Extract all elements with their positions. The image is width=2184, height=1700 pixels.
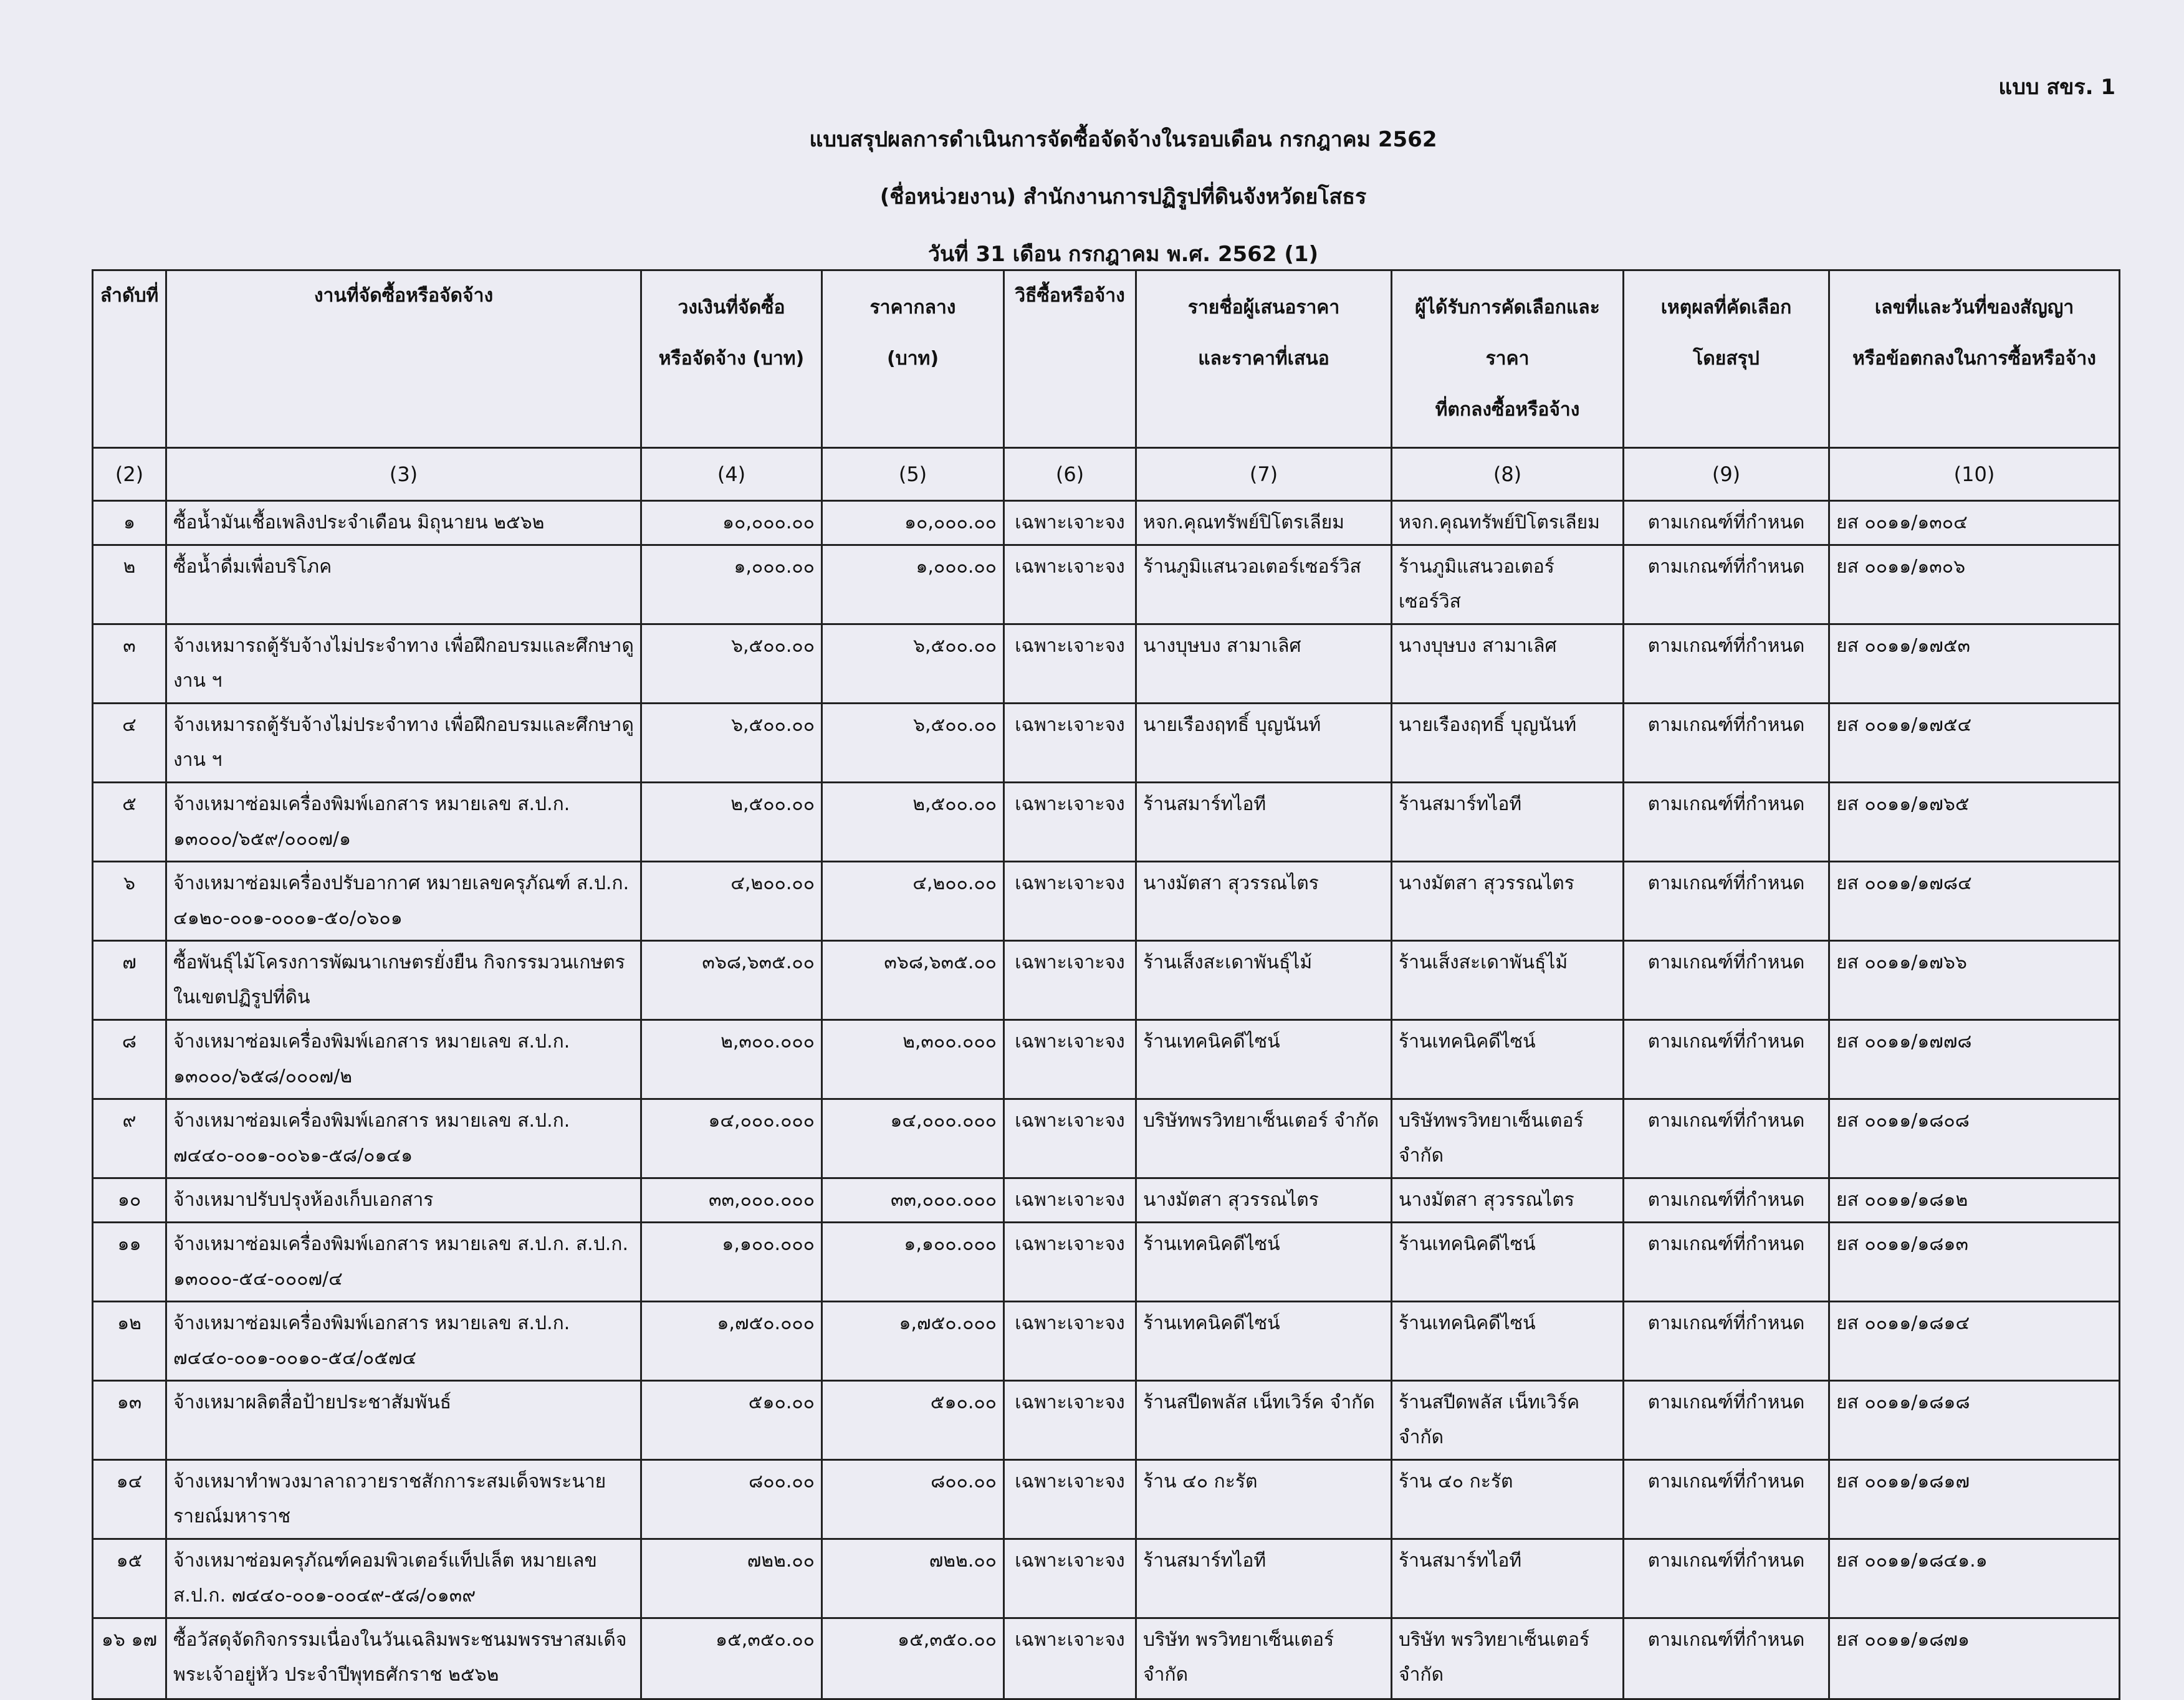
table-row [93,1460,2120,1539]
document-titles [0,122,2184,274]
row-number: ๑๑ [93,1223,166,1302]
item-description: จ้างเหมาซ่อมเครื่องปรับอากาศ หมายเลขครุภัณฑ์ ส.ป.ก. ๔๑๒๐-๐๐๑-๐๐๐๑-๕๐/๐๖๐๑ [166,862,641,941]
col-number: (10) [1829,448,2120,501]
item-description: จ้างเหมารถตู้รับจ้างไม่ประจำทาง เพื่อฝึกอบรมและศึกษาดูงาน ฯ [166,704,641,783]
item-description: จ้างเหมาผลิตสื่อป้ายประชาสัมพันธ์ [166,1381,641,1460]
median-price: ๒,๓๐๐.๐๐๐ [822,1020,1004,1099]
row-number: ๑๔ [93,1460,166,1539]
budget-amount: ๓๓,๐๐๐.๐๐๐ [641,1178,822,1223]
col-number: (7) [1136,448,1392,501]
selected-vendor: ร้านเส็งสะเดาพันธุ์ไม้ [1392,941,1624,1020]
budget-amount: ๑๔,๐๐๐.๐๐๐ [641,1099,822,1178]
procurement-method: เฉพาะเจาะจง [1004,1302,1136,1381]
budget-amount: ๓๖๘,๖๓๕.๐๐ [641,941,822,1020]
selected-vendor: ร้านสมาร์ทไอที [1392,783,1624,862]
row-number: ๑๕ [93,1539,166,1618]
selected-vendor: ร้านเทคนิคดีไซน์ [1392,1223,1624,1302]
selected-vendor: ร้านเทคนิคดีไซน์ [1392,1302,1624,1381]
contract-number: ยส ๐๐๑๑/๑๓๐๔ [1829,501,2120,545]
contract-number: ยส ๐๐๑๑/๑๘๗๑ [1829,1618,2120,1699]
procurement-method: เฉพาะเจาะจง [1004,862,1136,941]
row-number: ๑๖ ๑๗ [93,1618,166,1699]
selected-vendor: นายเรืองฤทธิ์ บุญนันท์ [1392,704,1624,783]
col-number: (2) [93,448,166,501]
median-price: ๑๕,๓๕๐.๐๐ [822,1618,1004,1699]
row-number: ๒ [93,545,166,624]
header-item: งานที่จัดซื้อหรือจัดจ้าง [166,270,641,448]
contract-number: ยส ๐๐๑๑/๑๗๗๘ [1829,1020,2120,1099]
table-row [93,941,2120,1020]
selection-reason: ตามเกณฑ์ที่กำหนด [1624,783,1829,862]
row-number: ๔ [93,704,166,783]
header-winner: ผู้ได้รับการคัดเลือกและราคา ที่ตกลงซื้อหรือจ้าง [1392,270,1624,448]
contract-number: ยส ๐๐๑๑/๑๓๐๖ [1829,545,2120,624]
row-number: ๖ [93,862,166,941]
selection-reason: ตามเกณฑ์ที่กำหนด [1624,1099,1829,1178]
median-price: ๘๐๐.๐๐ [822,1460,1004,1539]
budget-amount: ๑,๐๐๐.๐๐ [641,545,822,624]
procurement-method: เฉพาะเจาะจง [1004,545,1136,624]
header-no: ลำดับที่ [93,270,166,448]
bidder-names: ร้านสมาร์ทไอที [1136,1539,1392,1618]
agency-name: (ชื่อหน่วยงาน) สำนักงานการปฏิรูปที่ดินจังหวัดยโสธร [879,184,1367,209]
item-description: ซื้อวัสดุจัดกิจกรรมเนื่องในวันเฉลิมพระชนมพรรษาสมเด็จพระเจ้าอยู่หัว ประจำปีพุทธศักราช ๒๕๖๒ [166,1618,641,1699]
report-date: วันที่ 31 เดือน กรกฎาคม พ.ศ. 2562 (1) [927,242,1319,267]
selected-vendor: หจก.คุณทรัพย์ปิโตรเลียม [1392,501,1624,545]
procurement-method: เฉพาะเจาะจง [1004,501,1136,545]
selected-vendor: ร้านภูมิแสนวอเตอร์เซอร์วิส [1392,545,1624,624]
selection-reason: ตามเกณฑ์ที่กำหนด [1624,941,1829,1020]
selection-reason: ตามเกณฑ์ที่กำหนด [1624,501,1829,545]
median-price: ๑,๐๐๐.๐๐ [822,545,1004,624]
item-description: จ้างเหมาซ่อมเครื่องพิมพ์เอกสาร หมายเลข ส.ป.ก. ๗๔๔๐-๐๐๑-๐๐๖๑-๕๘/๐๑๔๑ [166,1099,641,1178]
median-price: ๕๑๐.๐๐ [822,1381,1004,1460]
contract-number: ยส ๐๐๑๑/๑๘๑๓ [1829,1223,2120,1302]
bidder-names: ร้านสมาร์ทไอที [1136,783,1392,862]
contract-number: ยส ๐๐๑๑/๑๗๖๕ [1829,783,2120,862]
median-price: ๑,๑๐๐.๐๐๐ [822,1223,1004,1302]
row-number: ๑๓ [93,1381,166,1460]
selection-reason: ตามเกณฑ์ที่กำหนด [1624,862,1829,941]
contract-number: ยส ๐๐๑๑/๑๘๑๘ [1829,1381,2120,1460]
procurement-method: เฉพาะเจาะจง [1004,1020,1136,1099]
item-description: จ้างเหมาทำพวงมาลาถวายราชสักการะสมเด็จพระนายรายณ์มหาราช [166,1460,641,1539]
bidder-names: หจก.คุณทรัพย์ปิโตรเลียม [1136,501,1392,545]
header-bidders: รายชื่อผู้เสนอราคา และราคาที่เสนอ [1136,270,1392,448]
table-row [93,1223,2120,1302]
median-price: ๑๔,๐๐๐.๐๐๐ [822,1099,1004,1178]
budget-amount: ๑,๑๐๐.๐๐๐ [641,1223,822,1302]
procurement-method: เฉพาะเจาะจง [1004,1223,1136,1302]
item-description: ซื้อน้ำมันเชื้อเพลิงประจำเดือน มิถุนายน ๒๕๖๒ [166,501,641,545]
procurement-method: เฉพาะเจาะจง [1004,1099,1136,1178]
contract-number: ยส ๐๐๑๑/๑๘๑๒ [1829,1178,2120,1223]
bidder-names: นายเรืองฤทธิ์ บุญนันท์ [1136,704,1392,783]
budget-amount: ๖,๕๐๐.๐๐ [641,704,822,783]
procurement-method: เฉพาะเจาะจง [1004,1460,1136,1539]
form-code: แบบ สขร. 1 [1998,75,2115,100]
row-number: ๘ [93,1020,166,1099]
table-row [93,545,2120,624]
table-row [93,1618,2120,1699]
document-title: แบบสรุปผลการดำเนินการจัดซื้อจัดจ้างในรอบเดือน กรกฎาคม 2562 [809,127,1437,152]
bidder-names: ร้านสปีดพลัส เน็ทเวิร์ค จำกัด [1136,1381,1392,1460]
budget-amount: ๒,๕๐๐.๐๐ [641,783,822,862]
bidder-names: ร้าน ๔๐ กะรัต [1136,1460,1392,1539]
col-number: (9) [1624,448,1829,501]
table-row [93,1020,2120,1099]
selected-vendor: ร้านสปีดพลัส เน็ทเวิร์ค จำกัด [1392,1381,1624,1460]
procurement-method: เฉพาะเจาะจง [1004,704,1136,783]
row-number: ๑ [93,501,166,545]
selection-reason: ตามเกณฑ์ที่กำหนด [1624,1020,1829,1099]
table-row [93,1302,2120,1381]
procurement-method: เฉพาะเจาะจง [1004,1539,1136,1618]
bidder-names: บริษัทพรวิทยาเซ็นเตอร์ จำกัด [1136,1099,1392,1178]
median-price: ๔,๒๐๐.๐๐ [822,862,1004,941]
budget-amount: ๑๕,๓๕๐.๐๐ [641,1618,822,1699]
contract-number: ยส ๐๐๑๑/๑๘๔๑.๑ [1829,1539,2120,1618]
contract-number: ยส ๐๐๑๑/๑๗๘๔ [1829,862,2120,941]
selected-vendor: นางมัตสา สุวรรณไตร [1392,1178,1624,1223]
contract-number: ยส ๐๐๑๑/๑๗๖๖ [1829,941,2120,1020]
table-row [93,1381,2120,1460]
median-price: ๖,๕๐๐.๐๐ [822,624,1004,704]
contract-number: ยส ๐๐๑๑/๑๘๑๔ [1829,1302,2120,1381]
item-description: จ้างเหมารถตู้รับจ้างไม่ประจำทาง เพื่อฝึกอบรมและศึกษาดูงาน ฯ [166,624,641,704]
table-row [93,1099,2120,1178]
selection-reason: ตามเกณฑ์ที่กำหนด [1624,545,1829,624]
row-number: ๑๒ [93,1302,166,1381]
contract-number: ยส ๐๐๑๑/๑๗๕๔ [1829,704,2120,783]
column-number-row [93,448,2120,501]
header-budget: วงเงินที่จัดซื้อ หรือจัดจ้าง (บาท) [641,270,822,448]
contract-number: ยส ๐๐๑๑/๑๘๑๗ [1829,1460,2120,1539]
selected-vendor: ร้านสมาร์ทไอที [1392,1539,1624,1618]
bidder-names: ร้านเทคนิคดีไซน์ [1136,1020,1392,1099]
procurement-method: เฉพาะเจาะจง [1004,1381,1136,1460]
median-price: ๒,๕๐๐.๐๐ [822,783,1004,862]
median-price: ๑๐,๐๐๐.๐๐ [822,501,1004,545]
table-row [93,624,2120,704]
budget-amount: ๔,๒๐๐.๐๐ [641,862,822,941]
header-reason: เหตุผลที่คัดเลือก โดยสรุป [1624,270,1829,448]
item-description: จ้างเหมาซ่อมเครื่องพิมพ์เอกสาร หมายเลข ส.ป.ก. ส.ป.ก. ๑๓๐๐๐-๕๔-๐๐๐๗/๔ [166,1223,641,1302]
row-number: ๗ [93,941,166,1020]
selected-vendor: บริษัทพรวิทยาเซ็นเตอร์ จำกัด [1392,1099,1624,1178]
table-row [93,1539,2120,1618]
budget-amount: ๘๐๐.๐๐ [641,1460,822,1539]
bidder-names: บริษัท พรวิทยาเซ็นเตอร์ จำกัด [1136,1618,1392,1699]
col-number: (5) [822,448,1004,501]
median-price: ๗๒๒.๐๐ [822,1539,1004,1618]
bidder-names: ร้านเทคนิคดีไซน์ [1136,1302,1392,1381]
item-description: จ้างเหมาซ่อมเครื่องพิมพ์เอกสาร หมายเลข ส.ป.ก. ๑๓๐๐๐/๖๕๘/๐๐๐๗/๒ [166,1020,641,1099]
budget-amount: ๕๑๐.๐๐ [641,1381,822,1460]
budget-amount: ๖,๕๐๐.๐๐ [641,624,822,704]
row-number: ๙ [93,1099,166,1178]
header-method: วิธีซื้อหรือจ้าง [1004,270,1136,448]
item-description: ซื้อน้ำดื่มเพื่อบริโภค [166,545,641,624]
bidder-names: ร้านเส็งสะเดาพันธุ์ไม้ [1136,941,1392,1020]
budget-amount: ๒,๓๐๐.๐๐๐ [641,1020,822,1099]
median-price: ๑,๗๕๐.๐๐๐ [822,1302,1004,1381]
selection-reason: ตามเกณฑ์ที่กำหนด [1624,1178,1829,1223]
col-number: (3) [166,448,641,501]
bidder-names: นางบุษบง สามาเลิศ [1136,624,1392,704]
bidder-names: นางมัตสา สุวรรณไตร [1136,862,1392,941]
selected-vendor: นางมัตสา สุวรรณไตร [1392,862,1624,941]
col-number: (8) [1392,448,1624,501]
procurement-table [92,269,2120,1700]
bidder-names: ร้านภูมิแสนวอเตอร์เซอร์วิส [1136,545,1392,624]
row-number: ๑๐ [93,1178,166,1223]
median-price: ๖,๕๐๐.๐๐ [822,704,1004,783]
contract-number: ยส ๐๐๑๑/๑๗๕๓ [1829,624,2120,704]
col-number: (6) [1004,448,1136,501]
header-median-price: ราคากลาง (บาท) [822,270,1004,448]
selection-reason: ตามเกณฑ์ที่กำหนด [1624,1460,1829,1539]
item-description: จ้างเหมาปรับปรุงห้องเก็บเอกสาร [166,1178,641,1223]
budget-amount: ๗๒๒.๐๐ [641,1539,822,1618]
selected-vendor: ร้าน ๔๐ กะรัต [1392,1460,1624,1539]
table-header-row [93,270,2120,448]
table-row [93,1178,2120,1223]
header-contract: เลขที่และวันที่ของสัญญา หรือข้อตกลงในการซื้อหรือจ้าง [1829,270,2120,448]
selected-vendor: บริษัท พรวิทยาเซ็นเตอร์ จำกัด [1392,1618,1624,1699]
table-row [93,704,2120,783]
item-description: จ้างเหมาซ่อมเครื่องพิมพ์เอกสาร หมายเลข ส.ป.ก. ๗๔๔๐-๐๐๑-๐๐๑๐-๕๔/๐๕๗๔ [166,1302,641,1381]
item-description: ซื้อพันธุ์ไม้โครงการพัฒนาเกษตรยั่งยืน กิจกรรมวนเกษตร ในเขตปฏิรูปที่ดิน [166,941,641,1020]
selected-vendor: นางบุษบง สามาเลิศ [1392,624,1624,704]
budget-amount: ๑๐,๐๐๐.๐๐ [641,501,822,545]
table-row [93,501,2120,545]
row-number: ๕ [93,783,166,862]
procurement-method: เฉพาะเจาะจง [1004,1618,1136,1699]
selection-reason: ตามเกณฑ์ที่กำหนด [1624,1302,1829,1381]
selection-reason: ตามเกณฑ์ที่กำหนด [1624,1539,1829,1618]
item-description: จ้างเหมาซ่อมครุภัณฑ์คอมพิวเตอร์แท็ปเล็ต หมายเลข ส.ป.ก. ๗๔๔๐-๐๐๑-๐๐๔๙-๕๘/๐๑๓๙ [166,1539,641,1618]
table-body [93,501,2120,1699]
budget-amount: ๑,๗๕๐.๐๐๐ [641,1302,822,1381]
selected-vendor: ร้านเทคนิคดีไซน์ [1392,1020,1624,1099]
median-price: ๓๖๘,๖๓๕.๐๐ [822,941,1004,1020]
contract-number: ยส ๐๐๑๑/๑๘๐๘ [1829,1099,2120,1178]
table-row [93,862,2120,941]
selection-reason: ตามเกณฑ์ที่กำหนด [1624,624,1829,704]
procurement-method: เฉพาะเจาะจง [1004,783,1136,862]
selection-reason: ตามเกณฑ์ที่กำหนด [1624,1381,1829,1460]
item-description: จ้างเหมาซ่อมเครื่องพิมพ์เอกสาร หมายเลข ส.ป.ก. ๑๓๐๐๐/๖๕๙/๐๐๐๗/๑ [166,783,641,862]
selection-reason: ตามเกณฑ์ที่กำหนด [1624,704,1829,783]
selection-reason: ตามเกณฑ์ที่กำหนด [1624,1618,1829,1699]
bidder-names: นางมัตสา สุวรรณไตร [1136,1178,1392,1223]
procurement-method: เฉพาะเจาะจง [1004,1178,1136,1223]
procurement-method: เฉพาะเจาะจง [1004,624,1136,704]
bidder-names: ร้านเทคนิคดีไซน์ [1136,1223,1392,1302]
median-price: ๓๓,๐๐๐.๐๐๐ [822,1178,1004,1223]
row-number: ๓ [93,624,166,704]
table-row [93,783,2120,862]
procurement-method: เฉพาะเจาะจง [1004,941,1136,1020]
selection-reason: ตามเกณฑ์ที่กำหนด [1624,1223,1829,1302]
col-number: (4) [641,448,822,501]
